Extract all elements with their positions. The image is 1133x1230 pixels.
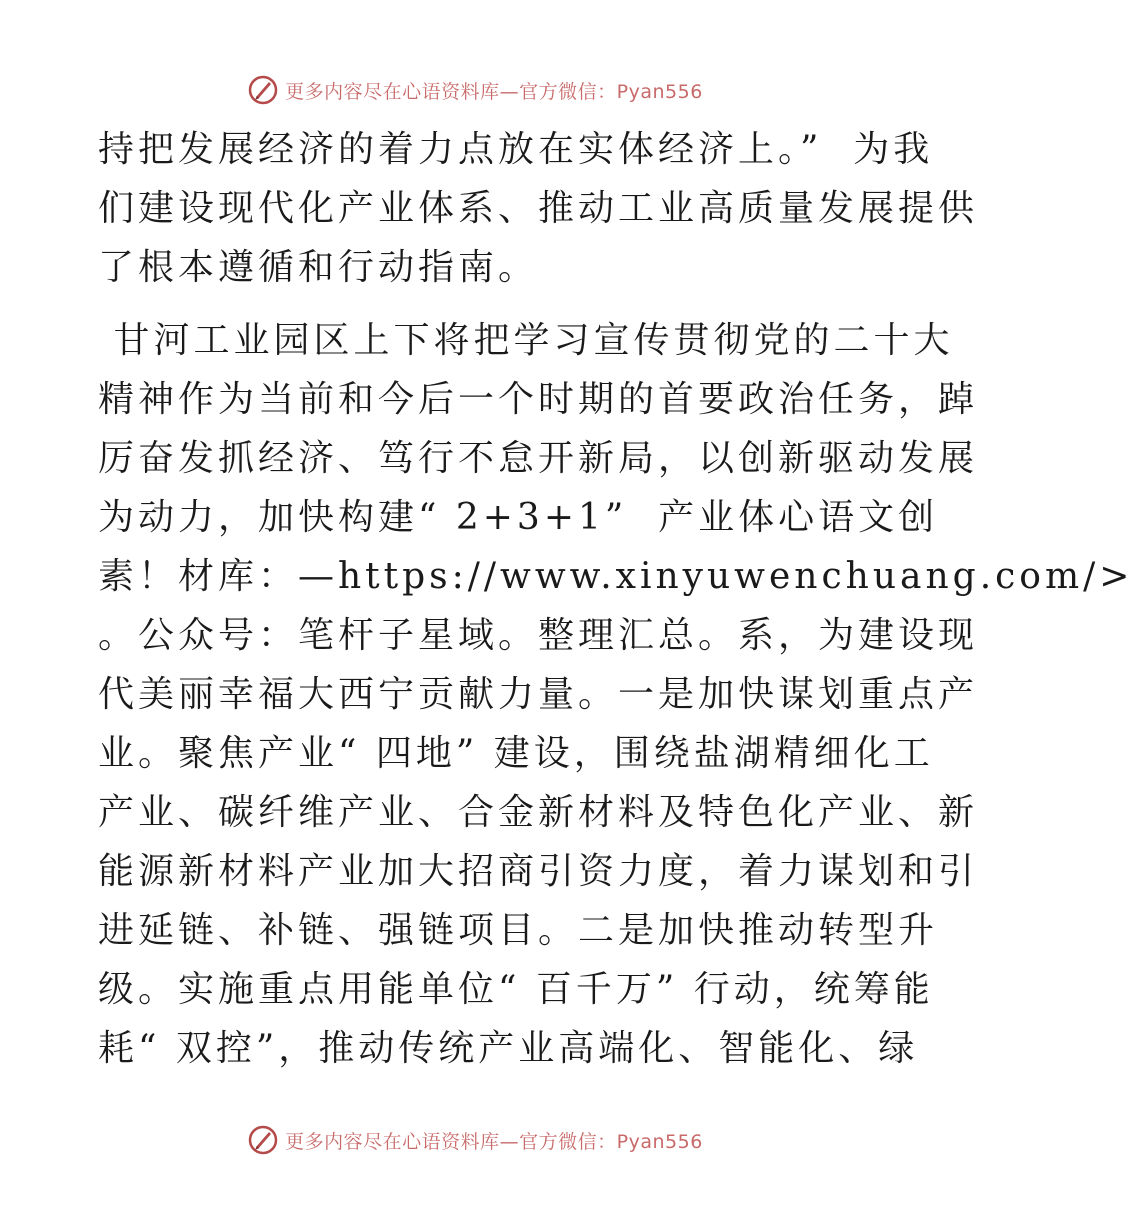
text-line: 能源新材料产业加大招商引资力度，着力谋划和引 <box>98 851 979 892</box>
quill-logo-icon <box>247 1124 279 1156</box>
text-line: 耗“ 双控”，推动传统产业高端化、智能化、绿 <box>98 1028 919 1069</box>
document-body <box>98 120 1133 1078</box>
text-line: 持把发展经济的着力点放在实体经济上。” 为我 <box>98 129 934 170</box>
text-line: 素！材库：—https://www.xinyuwenchuang.com/> <box>98 556 1133 597</box>
text-line: 厉奋发抓经济、笃行不怠开新局，以创新驱动发展 <box>98 438 979 479</box>
text-line: 代美丽幸福大西宁贡献力量。一是加快谋划重点产 <box>98 674 979 715</box>
text-line: 甘河工业园区上下将把学习宣传贯彻党的二十大 <box>98 320 954 361</box>
header-watermark <box>0 70 950 110</box>
text-line: 。公众号：笔杆子星域。整理汇总。系，为建设现 <box>98 615 979 656</box>
quill-logo-icon <box>247 74 279 106</box>
text-line: 精神作为当前和今后一个时期的首要政治任务，踔 <box>98 379 979 420</box>
text-line: 为动力，加快构建“ 2+3+1” 产业体心语文创 <box>98 497 939 538</box>
text-line: 进延链、补链、强链项目。二是加快推动转型升 <box>98 910 939 951</box>
text-line: 业。聚焦产业“ 四地” 建设，围绕盐湖精细化工 <box>98 733 934 774</box>
footer-watermark <box>0 1120 950 1160</box>
text-line: 级。实施重点用能单位“ 百千万” 行动，统筹能 <box>98 969 934 1010</box>
watermark-text: 更多内容尽在心语资料库—官方微信：Pyan556 <box>285 80 703 103</box>
paragraph <box>98 120 979 297</box>
watermark-text: 更多内容尽在心语资料库—官方微信：Pyan556 <box>285 1130 703 1153</box>
text-line: 了根本遵循和行动指南。 <box>98 247 539 288</box>
paragraph <box>98 311 1133 1078</box>
text-line: 产业、碳纤维产业、合金新材料及特色化产业、新 <box>98 792 979 833</box>
text-line: 们建设现代化产业体系、推动工业高质量发展提供 <box>98 188 979 229</box>
